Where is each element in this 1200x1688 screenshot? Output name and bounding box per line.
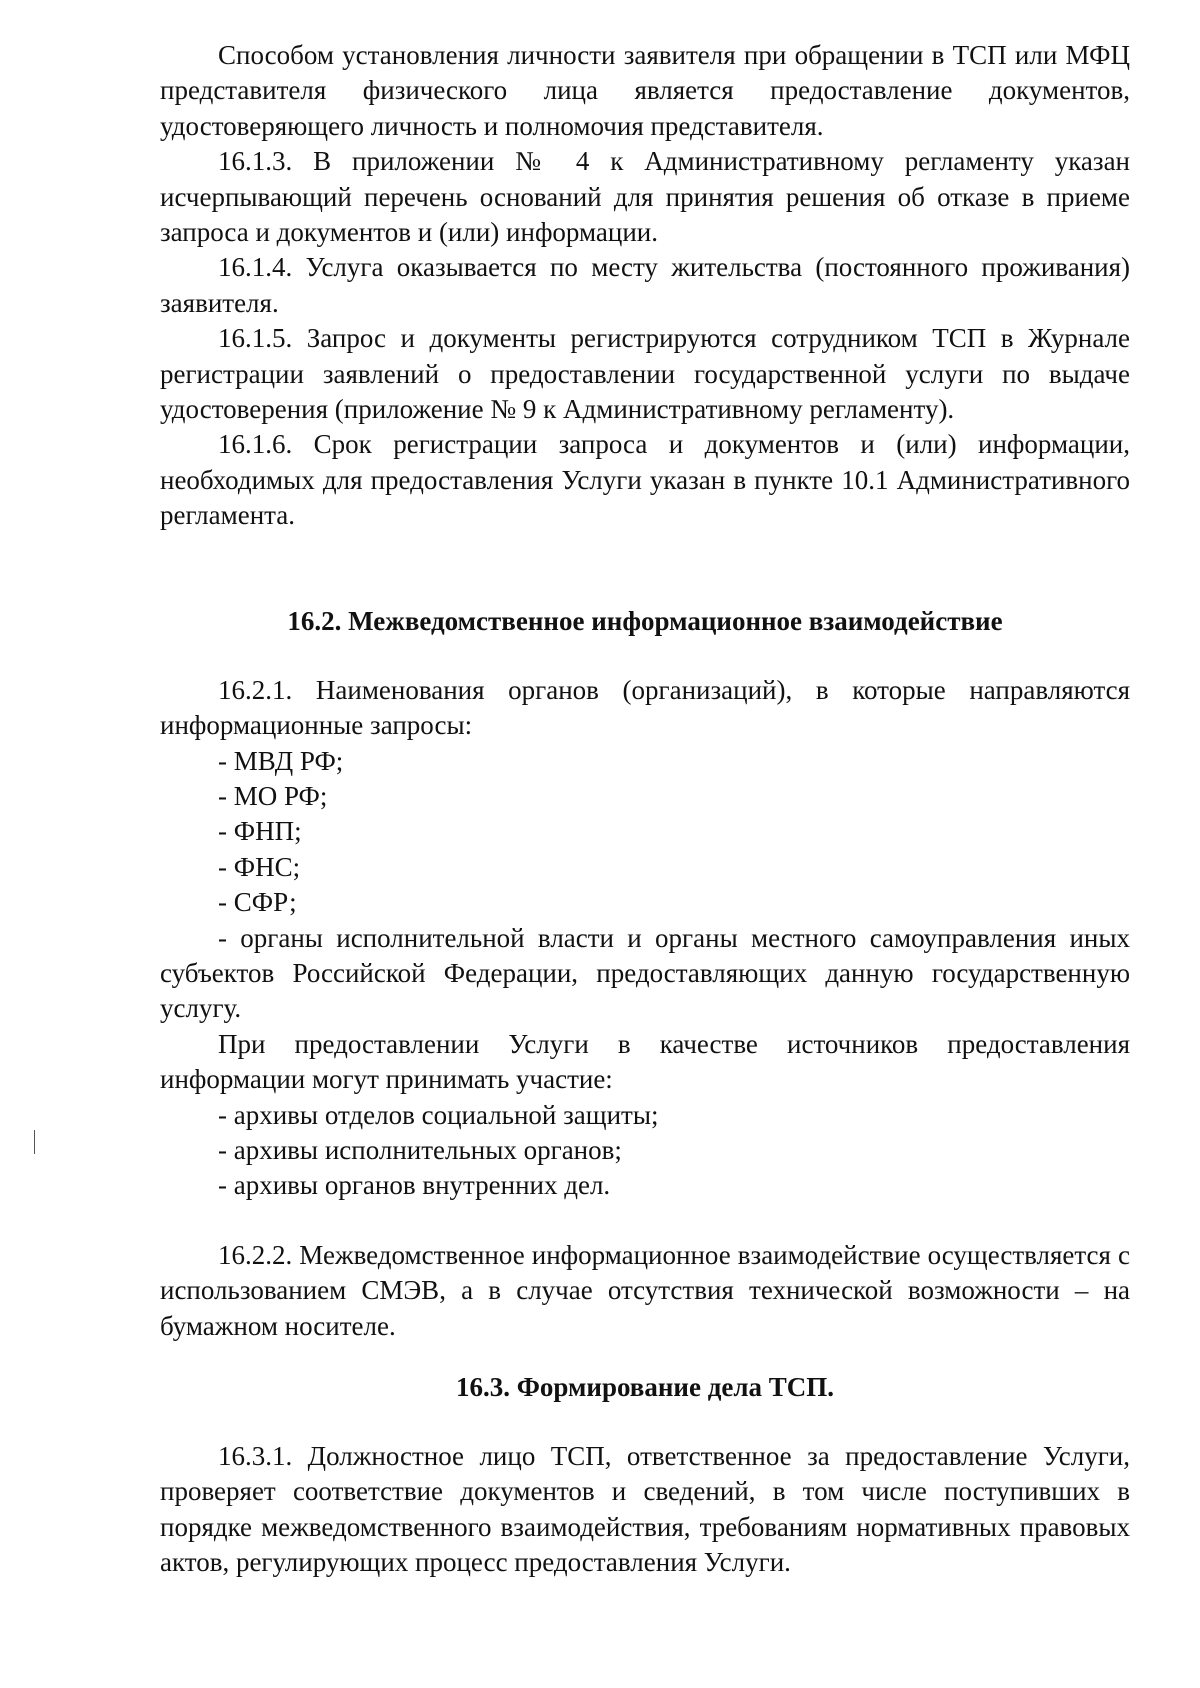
paragraph-sources: При предоставлении Услуги в качестве источников предоставления информации могут принимать участие: bbox=[160, 1028, 1130, 1095]
document-page bbox=[160, 38, 1130, 1581]
list-item-agency: - ФНС; bbox=[218, 851, 301, 882]
list-item-agency: - ФНП; bbox=[218, 816, 302, 847]
list-item-agency: - МВД РФ; bbox=[218, 745, 344, 776]
list-item-archive: - архивы органов внутренних дел. bbox=[218, 1170, 611, 1201]
margin-mark bbox=[34, 1130, 35, 1154]
paragraph-16-2-1: 16.2.1. Наименования органов (организаций), в которые направляются информационные запросы: bbox=[160, 674, 1130, 741]
list-item-agency: - СФР; bbox=[218, 887, 297, 918]
paragraph-16-3-1: 16.3.1. Должностное лицо ТСП, ответственное за предоставление Услуги, проверяет соответствие документов и сведений, в том числе поступивших в порядке межведомственного взаимодействия, требованиям нормативных правовых актов, регулирующих процесс предоставления Услуги. bbox=[160, 1441, 1130, 1578]
list-item-regional-authorities: - органы исполнительной власти и органы местного самоуправления иных субъектов Российской Федерации, предоставляющих данную государственную услугу. bbox=[160, 922, 1130, 1024]
list-item-archive: - архивы отделов социальной защиты; bbox=[218, 1099, 659, 1130]
paragraph-16-2-2: 16.2.2. Межведомственное информационное взаимодействие осуществляется с использованием СМЭВ, а в случае отсутствия технической возможности – на бумажном носителе. bbox=[160, 1239, 1130, 1341]
list-item-agency: - МО РФ; bbox=[218, 780, 328, 811]
paragraph-16-1-4: 16.1.4. Услуга оказывается по месту жительства (постоянного проживания) заявителя. bbox=[160, 252, 1130, 318]
paragraph-identity: Способом установления личности заявителя при обращении в ТСП или МФЦ представителя физического лица является предоставление документов, удостоверяющего личность и полномочия представителя. bbox=[160, 40, 1130, 141]
heading-16-2: 16.2. Межведомственное информационное взаимодействие bbox=[287, 605, 1003, 636]
list-item-archive: - архивы исполнительных органов; bbox=[218, 1134, 622, 1165]
heading-16-3: 16.3. Формирование дела ТСП. bbox=[455, 1372, 835, 1402]
paragraph-16-1-6: 16.1.6. Срок регистрации запроса и документов и (или) информации, необходимых для предоставления Услуги указан в пункте 10.1 Административного регламента. bbox=[160, 429, 1130, 531]
paragraph-16-1-3: 16.1.3. В приложении № 4 к Административному регламенту указан исчерпывающий перечень оснований для принятия решения об отказе в приеме запроса и документов и (или) информации. bbox=[160, 146, 1130, 248]
paragraph-16-1-5: 16.1.5. Запрос и документы регистрируются сотрудником ТСП в Журнале регистрации заявлений о предоставлении государственной услуги по выдаче удостоверения (приложение № 9 к Административному регламенту). bbox=[160, 323, 1130, 425]
